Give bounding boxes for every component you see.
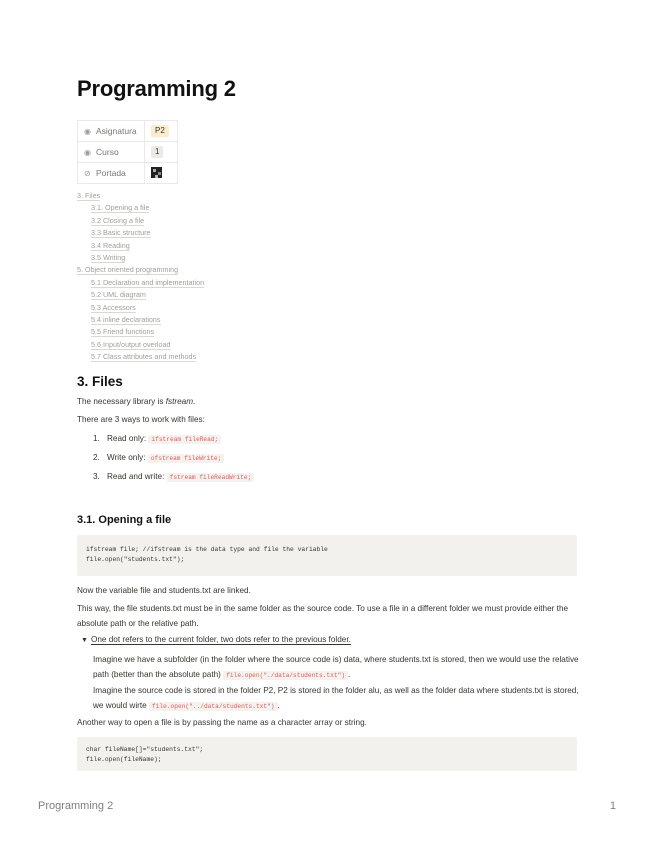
code-line: file.open("students.txt"); [86,555,185,563]
toggle-paragraph: Imagine we have a subfolder (in the folder where the source code is) data, where students.txt is stored, then we would use the relative path (better than the absolute path) file.open("./data/students.txt") . [93,655,579,679]
toc-item[interactable]: 3.4 Reading [91,240,130,250]
property-row[interactable] [78,142,178,163]
property-row[interactable] [78,121,178,142]
toggle-block[interactable]: ▼ One dot refers to the current folder, two dots refer to the previous folder. [81,635,351,644]
code-block[interactable] [77,535,577,576]
toc-item[interactable]: 5.6 Input/output overload [91,339,171,349]
toc-item[interactable]: 5.2 UML diagram [91,290,146,300]
toc-item[interactable]: 5.4 inline declarations [91,314,161,324]
property-key: Curso [96,147,119,157]
property-row[interactable] [78,163,178,184]
inline-code: file.open("./data/students.txt") [223,671,348,680]
property-tag: P2 [151,125,169,137]
toggle-triangle-icon[interactable]: ▼ [81,637,88,644]
properties-table [77,120,178,184]
property-key: Portada [96,168,126,178]
toc-item[interactable]: 5. Object oriented programming [77,265,179,275]
footer-title: Programming 2 [38,800,114,812]
select-icon: ◉ [84,148,91,157]
inline-code: ofstream fileWrite; [148,454,225,463]
code-block[interactable] [77,737,577,771]
toc-item[interactable]: 3.2 Closing a file [91,215,145,225]
property-key: Asignatura [96,126,137,136]
table-of-contents [77,190,204,363]
page-title: Programming 2 [77,76,236,101]
inline-code: ifstream fileRead; [148,435,221,444]
page-number: 1 [609,800,616,812]
toc-item[interactable]: 3.1. Opening a file [91,203,150,213]
attachment-icon: ⊘ [84,169,91,178]
toc-item[interactable]: 3.3 Basic structure [91,228,151,238]
section-heading-opening: 3.1. Opening a file [77,514,172,526]
list-item: 2. Write only: ofstream fileWrite; [93,453,224,462]
code-line: char fileName[]="students.txt"; [86,746,204,753]
code-line: file.open(fileName); [86,755,162,763]
section-heading-files: 3. Files [77,374,123,389]
toc-item[interactable]: 5.7 Class attributes and methods [91,352,197,362]
inline-code: fstream fileReadWrite; [167,473,255,482]
paragraph: There are 3 ways to work with files: [77,415,205,424]
cover-thumbnail[interactable] [151,167,162,178]
select-icon: ◉ [84,127,91,136]
paragraph: Now the variable file and students.txt are linked. [77,586,251,595]
paragraph: The necessary library is fstream. [77,397,196,406]
toc-item[interactable]: 3. Files [77,191,101,200]
toc-item[interactable]: 5.3 Accessors [91,302,136,312]
toc-item[interactable]: 5.1 Declaration and implementation [91,277,205,287]
paragraph: This way, the file students.txt must be in the same folder as the source code. To use a file in a different folder we must provide either the absolute path or the relative path. [77,604,569,628]
emphasis-text: fstream [165,397,194,406]
inline-code: file.open("../data/students.txt") [149,702,278,711]
code-line: ifstream file; //ifstream is the data type and file the variable [86,546,328,553]
toc-item[interactable]: 5.5 Friend functions [91,327,155,337]
toggle-paragraph: Imagine the source code is stored in the folder P2, P2 is stored in the folder alu, as well as the folder data where students.txt is stored, we would wirte file.open("../data/students.txt") . [93,686,579,710]
toc-item[interactable]: 3.5 Writing [91,252,126,262]
property-tag: 1 [151,146,163,158]
list-item: 1. Read only: ifstream fileRead; [93,434,221,443]
list-item: 3. Read and write: fstream fileReadWrite; [93,472,254,481]
paragraph: Another way to open a file is by passing the name as a character array or string. [77,718,367,727]
